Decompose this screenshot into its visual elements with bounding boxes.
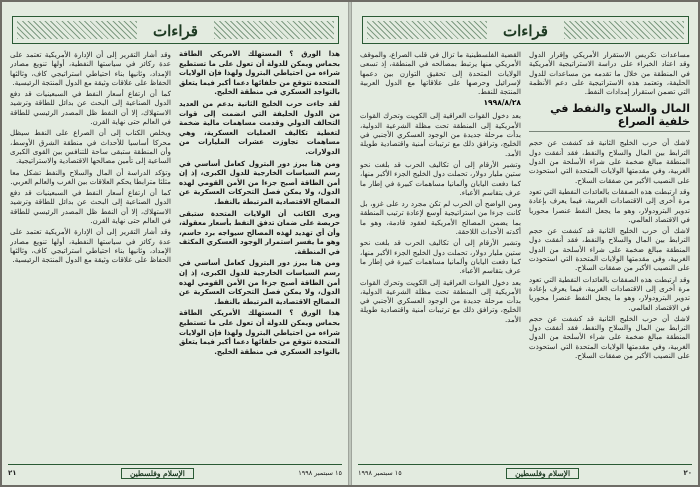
right-page-footer (358, 464, 692, 481)
paragraph: بعد دخول القوات العراقية إلى الكويت وتحرك القوات الأمريكية إلى المنطقة تحت مظلة الشرعية الدولية، بدأت مرحلة جديدة من الوجود العسكري الأجنبي في الخليج، وترافق ذلك مع ترتيبات أمنية واقتصادية طويلة الأمد. (360, 111, 521, 158)
column-right (529, 50, 690, 457)
header-hatch-decoration (367, 21, 487, 39)
paragraph: لاشك أن حرب الخليج الثانية قد كشفت عن حجم الترابط بين المال والسلاح والنفط، فقد أنفقت دول المنطقة مبالغ ضخمة على شراء الأسلحة من الدول الغربية، وفي مقدمتها الولايات المتحدة التي استحوذت على النصيب الأكبر من صفقات السلاح. (529, 226, 690, 273)
paragraph: كما أن ارتفاع أسعار النفط في السبعينيات قد دفع الدول الصناعية إلى البحث عن بدائل للطاقة وترشيد الاستهلاك، إلا أن النفط ظل المصدر الرئيسي للطاقة في العالم حتى نهاية القرن. (10, 188, 171, 226)
paragraph: ويرى الكاتب أن الولايات المتحدة ستبقى حريصة على ضمان تدفق النفط بأسعار معقولة، وأن أي تهديد لهذه المصالح سيواجه برد حاسم، وهو ما يفسر استمرار الوجود العسكري المكثف في المنطقة. (179, 209, 340, 256)
left-page-header (12, 16, 339, 44)
left-page-columns (10, 50, 340, 457)
right-page (352, 2, 698, 485)
paragraph: القضية الفلسطينية ما تزال في قلب الصراع، والموقف الأمريكي منها يرتبط بمصالحه في المنطقة، إذ تسعى الولايات المتحدة إلى تحقيق التوازن بين دعمها لإسرائيل وحرصها على علاقاتها مع الدول العربية المنتجة للنفط. (360, 50, 521, 97)
column-left (10, 50, 171, 457)
paragraph: ومن الواضح أن الحرب لم تكن مجرد رد على غزو، بل كانت جزءا من استراتيجية أوسع لإعادة ترتيب المنطقة بما يضمن المصالح الأمريكية لعقود قادمة، وهو ما أكدته الأحداث اللاحقة. (360, 199, 521, 237)
header-hatch-decoration (214, 21, 334, 39)
magazine-logo: الإسلام وفلسطين (506, 468, 579, 479)
left-page (2, 2, 348, 485)
header-hatch-decoration (17, 21, 137, 39)
paragraph: وتشير الأرقام إلى أن تكاليف الحرب قد بلغت نحو ستين مليار دولار، تحملت دول الخليج الجزء الأكبر منها، كما دفعت اليابان وألمانيا مساهمات كبيرة في إطار ما عرف بتقاسم الأعباء. (360, 159, 521, 197)
paragraph: وقد أشار التقرير إلى أن الإدارة الأمريكية تعتمد على عدة ركائز في سياستها النفطية، أولها تنويع مصادر الإمداد، وثانيها بناء احتياطي استراتيجي كاف، وثالثها الحفاظ على علاقات وثيقة مع الدول المنتجة الرئيسية. (10, 50, 171, 87)
paragraph: ويخلص الكتاب إلى أن الصراع على النفط سيظل محركا أساسيا للأحداث في منطقة الشرق الأوسط، وأن المنطقة ستبقى ساحة للتنافس بين القوى الكبرى الساعية إلى تأمين مصالحها الاقتصادية والاستراتيجية. (10, 128, 171, 166)
header-hatch-decoration (564, 21, 684, 39)
paragraph: هذا الورق ؟ المستهلك الأمريكي الطاقة بحماس ويمكن للدولة أن تعول على ما تستطيع شراءه من احتياطي البترول ولهذا فإن الولايات المتحدة تتوقع من حلفائها دعما أكبر فيما يتعلق بالتواجد العسكري في منطقة الخليج. (179, 50, 340, 97)
section-title: قراءات (153, 21, 198, 40)
issue-date: ١٥ سبتمبر ١٩٩٨ (298, 469, 342, 477)
column-right (179, 50, 340, 457)
page-number: ٢٠ (683, 469, 692, 477)
paragraph: وقد ارتبطت هذه الصفقات بالعائدات النفطية التي تعود مرة أخرى إلى الاقتصادات الغربية، فيما يعرف بإعادة تدوير البترودولار، وهو ما يجعل النفط عنصرا محوريا في الاقتصاد العالمي. (529, 186, 690, 224)
right-page-header (362, 16, 689, 44)
paragraph: بعد دخول القوات العراقية إلى الكويت وتحرك القوات الأمريكية إلى المنطقة تحت مظلة الشرعية الدولية، بدأت مرحلة جديدة من الوجود العسكري الأجنبي في الخليج، وترافق ذلك مع ترتيبات أمنية واقتصادية طويلة الأمد. (360, 277, 521, 324)
article-heading: المال والسلاح والنفط في خلفية الصراع (529, 102, 690, 132)
paragraph: وتؤكد الدراسة أن المال والسلاح والنفط تشكل معا مثلثا مترابطا يحكم العلاقات بين الغرب والعالم العربي. (10, 167, 171, 186)
paragraph: ومن هنا يبرز دور البترول كعامل أساسي في رسم السياسات الخارجية للدول الكبرى، إذ إن أمن الطاقة أصبح جزءا من الأمن القومي لهذه الدول، ولا يمكن فصل التحركات العسكرية عن المصالح الاقتصادية المرتبطة بالنفط. (179, 159, 340, 206)
magazine-logo: الإسلام وفلسطين (121, 468, 194, 479)
paragraph: لقد جاءت حرب الخليج الثانية بدعم من العديد من الدول الحليفة التي انضمت إلى قوات التحالف الدولي وقدمت مساهمات مالية ضخمة لتغطية تكاليف العمليات العسكرية، وهي مساهمات تجاوزت عشرات المليارات من الدولارات. (179, 99, 340, 156)
left-page-footer (8, 464, 342, 481)
magazine-spread (2, 2, 698, 485)
section-title: قراءات (503, 21, 548, 40)
paragraph: وقد أشار التقرير إلى أن الإدارة الأمريكية تعتمد على عدة ركائز في سياستها النفطية، أولها تنويع مصادر الإمداد، وثانيها بناء احتياطي استراتيجي كاف، وثالثها الحفاظ على علاقات وثيقة مع الدول المنتجة الرئيسية. (10, 227, 171, 265)
paragraph: وقد ارتبطت هذه الصفقات بالعائدات النفطية التي تعود مرة أخرى إلى الاقتصادات الغربية، فيما يعرف بإعادة تدوير البترودولار، وهو ما يجعل النفط عنصرا محوريا في الاقتصاد العالمي. (529, 274, 690, 312)
paragraph: كما أن ارتفاع أسعار النفط في السبعينيات قد دفع الدول الصناعية إلى البحث عن بدائل للطاقة وترشيد الاستهلاك، إلا أن النفط ظل المصدر الرئيسي للطاقة في العالم حتى نهاية القرن. (10, 89, 171, 127)
paragraph: ومن هنا يبرز دور البترول كعامل أساسي في رسم السياسات الخارجية للدول الكبرى، إذ إن أمن الطاقة أصبح جزءا من الأمن القومي لهذه الدول، ولا يمكن فصل التحركات العسكرية عن المصالح الاقتصادية المرتبطة بالنفط. (179, 259, 340, 306)
paragraph: لاشك أن حرب الخليج الثانية قد كشفت عن حجم الترابط بين المال والسلاح والنفط، فقد أنفقت دول المنطقة مبالغ ضخمة على شراء الأسلحة من الدول الغربية، وفي مقدمتها الولايات المتحدة التي استحوذت على النصيب الأكبر من صفقات السلاح. (529, 313, 690, 361)
paragraph: لاشك أن حرب الخليج الثانية قد كشفت عن حجم الترابط بين المال والسلاح والنفط، فقد أنفقت دول المنطقة مبالغ ضخمة على شراء الأسلحة من الدول الغربية، وفي مقدمتها الولايات المتحدة التي استحوذت على النصيب الأكبر من صفقات السلاح. (529, 138, 690, 185)
article-date: ١٩٩٨/٨/٢٨ (483, 98, 521, 108)
column-left (360, 50, 521, 457)
page-number: ٢١ (8, 469, 17, 477)
paragraph: وتشير الأرقام إلى أن تكاليف الحرب قد بلغت نحو ستين مليار دولار، تحملت دول الخليج الجزء الأكبر منها، كما دفعت اليابان وألمانيا مساهمات كبيرة في إطار ما عرف بتقاسم الأعباء. (360, 238, 521, 276)
paragraph: مساعدات تكريس الاستقرار الأمريكي وإقرار الدول وقد اعتاد الخبراء على دراسة الاستراتيجية الأمريكية في المنطقة من خلال ما تقدمه من مساعدات للدول الحليفة، وتعتمد هذه الاستراتيجية على دعم الأنظمة التي تضمن استقرار إمدادات النفط. (529, 50, 690, 97)
paragraph: هذا الورق ؟ المستهلك الأمريكي الطاقة بحماس ويمكن للدولة أن تعول على ما تستطيع شراءه من احتياطي البترول ولهذا فإن الولايات المتحدة تتوقع من حلفائها دعما أكبر فيما يتعلق بالتواجد العسكري في منطقة الخليج. (179, 309, 340, 356)
issue-date: ١٥ سبتمبر ١٩٩٨ (358, 469, 402, 477)
right-page-columns (360, 50, 690, 457)
